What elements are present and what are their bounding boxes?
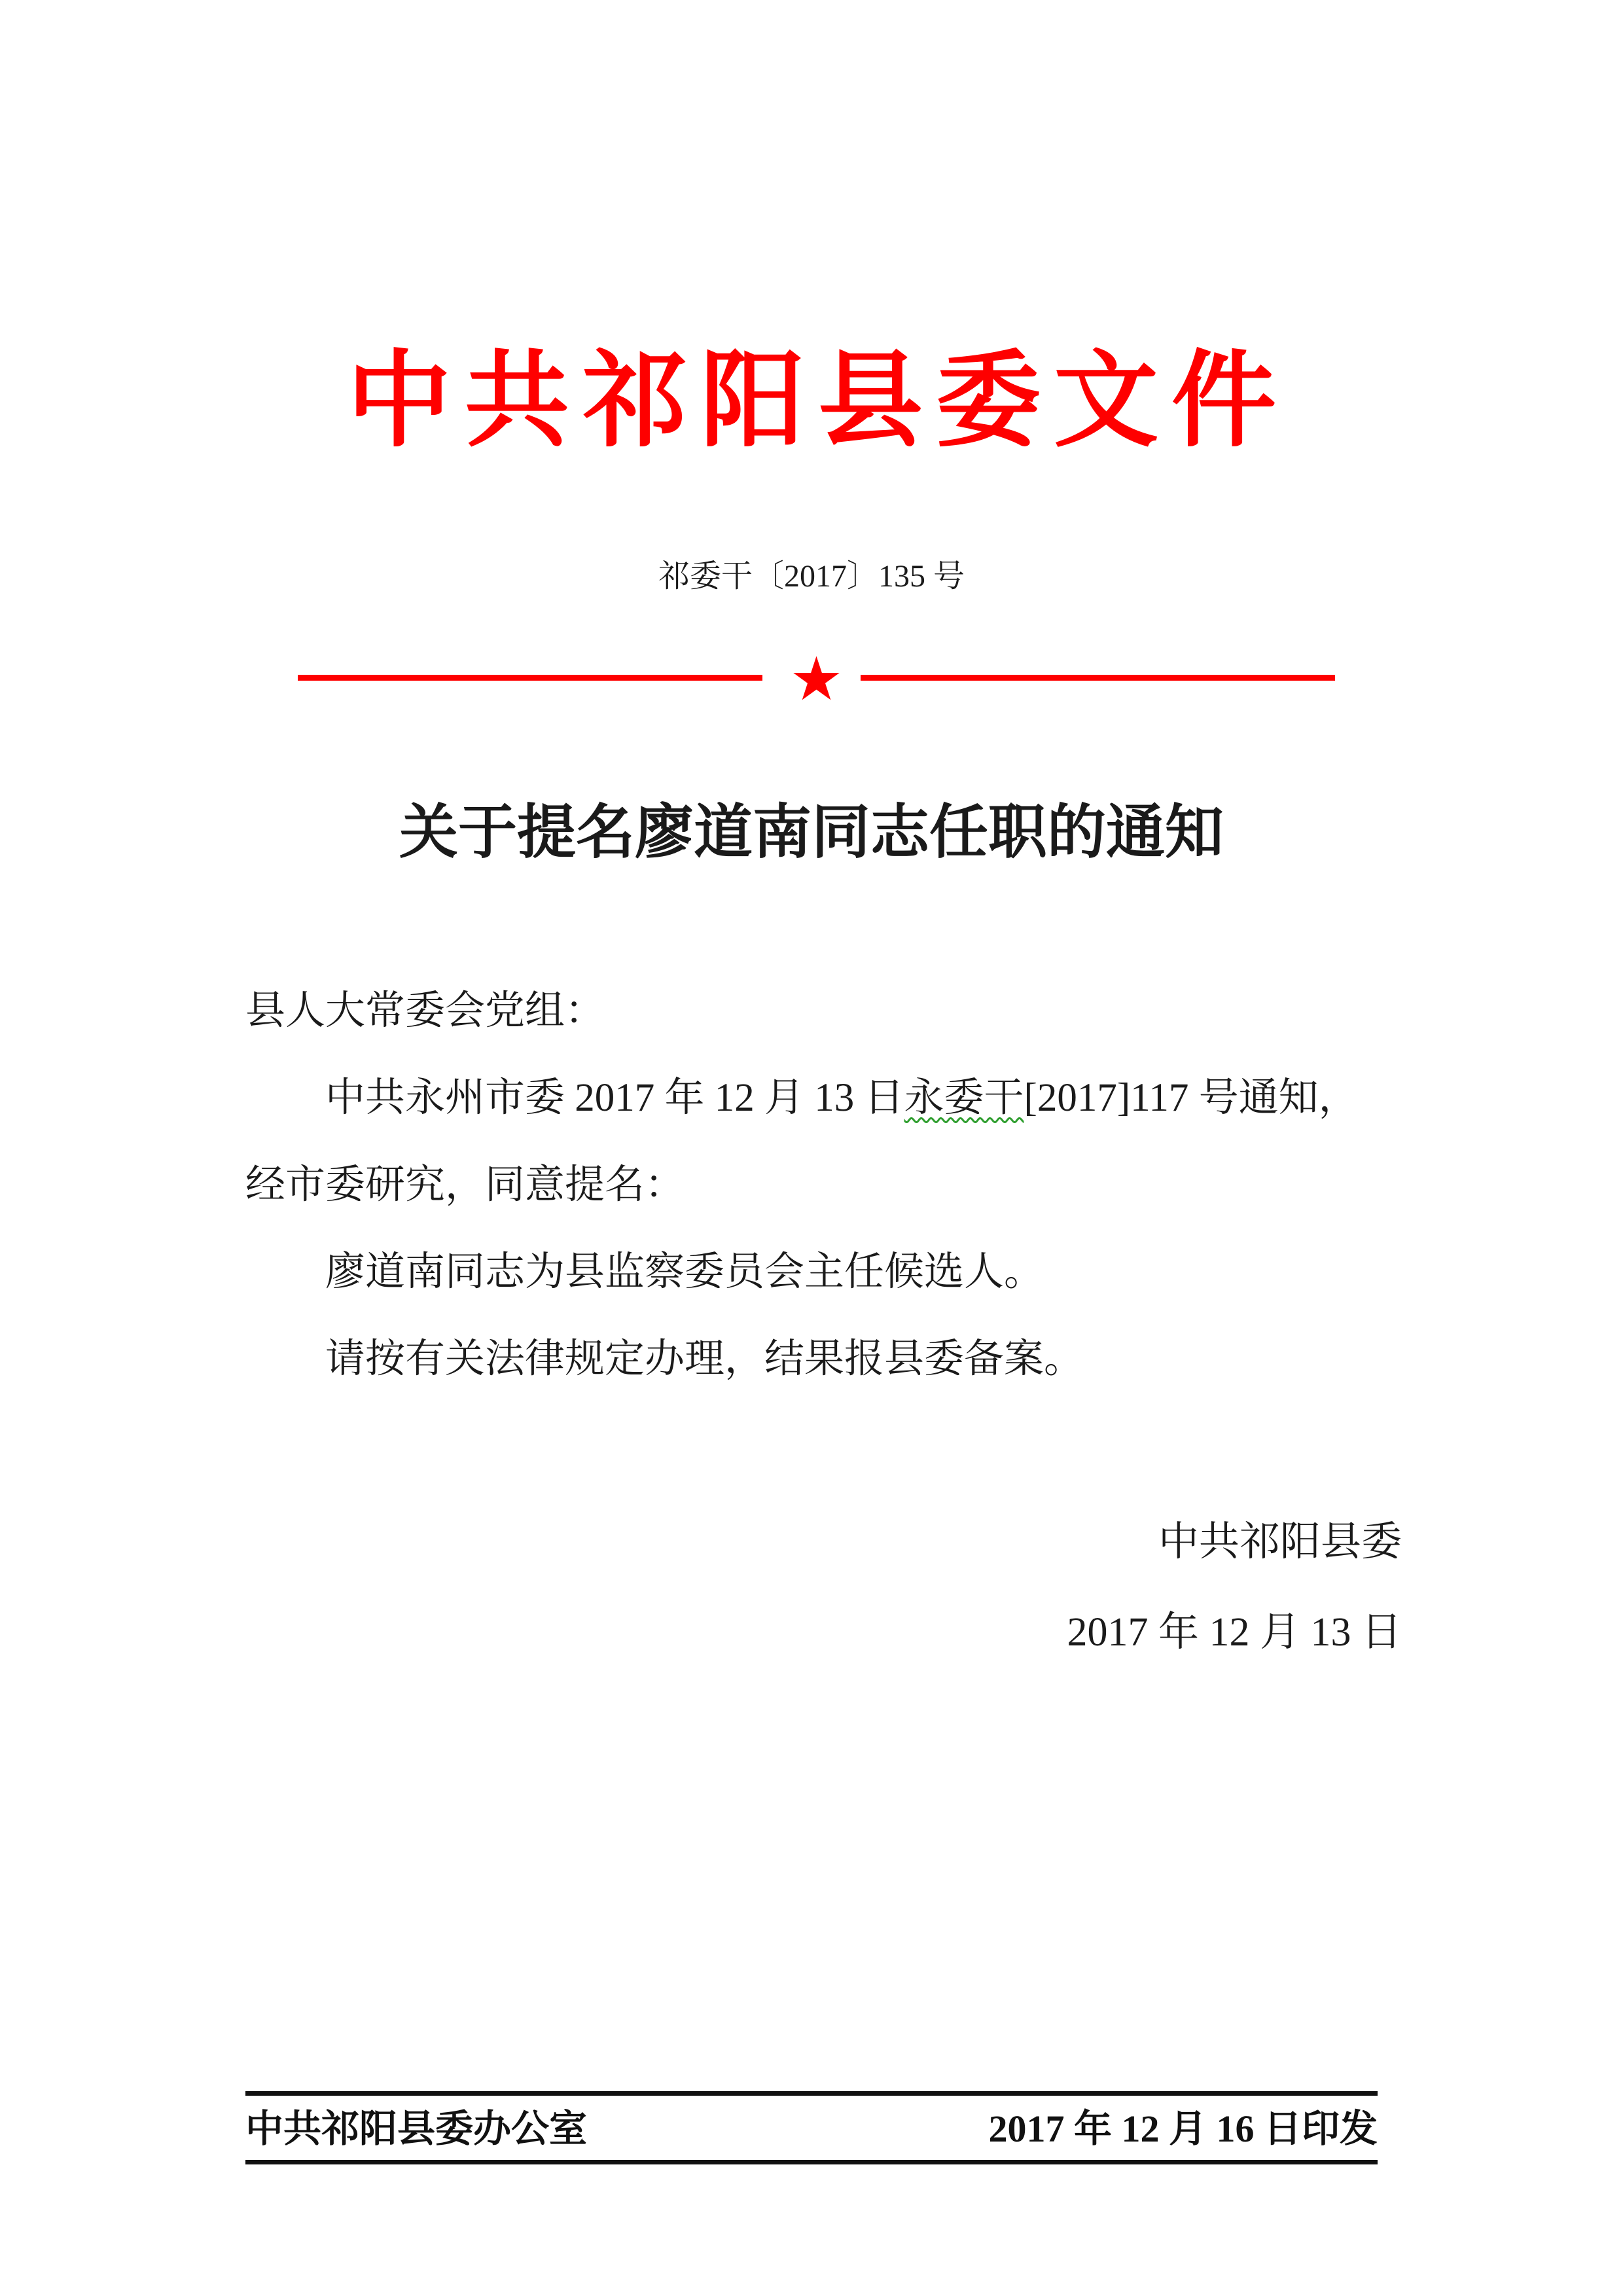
document-body	[245, 967, 1397, 1403]
salutation: 县人大常委会党组：	[245, 989, 605, 1033]
red-header-title: 中共祁阳县委文件	[346, 343, 1289, 459]
footer-rule-bottom	[245, 2160, 1378, 2164]
footer-print-date: 2017 年 12 月 16 日印发	[988, 2108, 1378, 2150]
red-star-icon: ★	[789, 644, 844, 714]
paragraph-1-line-2: 经市委研究，同意提名：	[245, 1163, 685, 1207]
paragraph-1-text-post: [2017]117 号通知，	[1024, 1076, 1359, 1120]
red-divider	[298, 644, 1335, 714]
divider-line-right	[861, 675, 1335, 681]
paragraph-3: 请按有关法律规定办理，结果报县委备案。	[325, 1337, 1084, 1381]
footer	[245, 2106, 1378, 2152]
spellcheck-underlined-text: 永委干	[904, 1076, 1024, 1120]
signature-date: 2017 年 12 月 13 日	[1067, 1610, 1402, 1655]
footer-rule-top	[245, 2091, 1378, 2096]
document-number: 祁委干〔2017〕135 号	[658, 559, 965, 594]
paragraph-1-text-pre: 中共永州市委 2017 年 12 月 13 日	[325, 1076, 904, 1120]
signature-block	[1067, 1497, 1402, 1677]
paragraph-1-line-1	[245, 1054, 1397, 1141]
signature-org: 中共祁阳县委	[1158, 1520, 1402, 1564]
footer-issuer: 中共祁阳县委办公室	[245, 2108, 588, 2150]
document-subject: 关于提名廖道南同志任职的通知	[399, 800, 1224, 865]
paragraph-2: 廖道南同志为县监察委员会主任候选人。	[325, 1250, 1044, 1294]
